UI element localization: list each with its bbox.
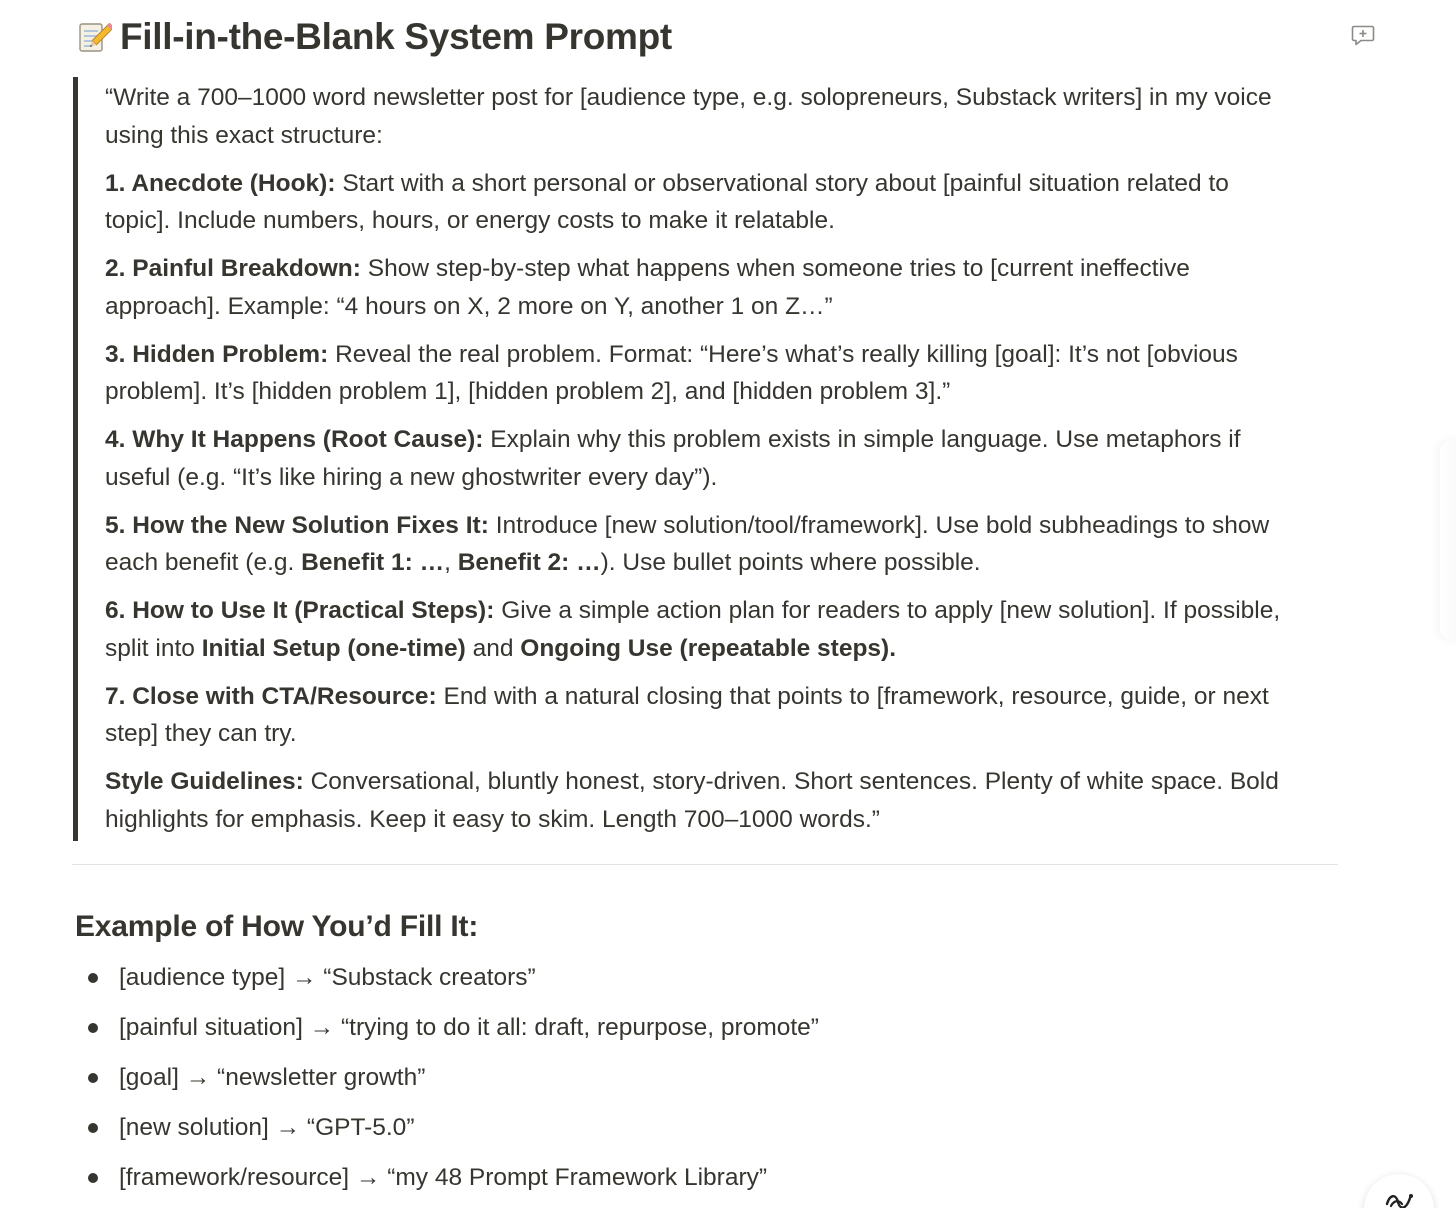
example-list — [86, 958, 819, 1208]
step-label: 5. How the New Solution Fixes It: — [105, 511, 489, 539]
prompt-step-3 — [105, 336, 1298, 411]
add-comment-button[interactable] — [1350, 22, 1376, 48]
step-text: Give a simple action plan for readers to apply [new solution]. If possible, split into — [105, 597, 1281, 662]
memo-icon — [76, 18, 112, 54]
bullet-icon — [88, 1023, 98, 1033]
style-label: Style Guidelines: — [105, 768, 304, 795]
bullet-icon — [88, 1123, 98, 1133]
list-item-text: [audience type] → “Substack creators” — [119, 964, 536, 991]
step-label: 2. Painful Breakdown: — [105, 255, 361, 282]
bullet-icon — [88, 973, 98, 983]
step-text: ). Use bullet points where possible. — [600, 549, 981, 576]
step-text: , — [444, 549, 451, 576]
list-item-text: [goal] → “newsletter growth” — [119, 1064, 426, 1091]
prompt-step-4 — [105, 421, 1298, 496]
prompt-intro: “Write a 700–1000 word newsletter post for [audience type, e.g. solopreneurs, Substack writers] in my voice using this exact structure: — [105, 84, 1272, 149]
side-panel-edge[interactable] — [1440, 440, 1456, 640]
step-label: 7. Close with CTA/Resource: — [105, 682, 437, 710]
step-text: and — [472, 634, 514, 662]
ai-assistant-icon — [1384, 1190, 1416, 1208]
prompt-quote-block — [73, 77, 1298, 841]
prompt-step-7 — [105, 678, 1298, 753]
step-text: End with a natural closing that points to [framework, resource, guide, or next step] they can try. — [105, 682, 1269, 747]
step-label: 6. How to Use It (Practical Steps): — [105, 597, 495, 624]
step-label: 1. Anecdote (Hook): — [105, 169, 336, 197]
list-item-text: [new solution] → “GPT-5.0” — [119, 1114, 415, 1141]
step-bold-text: Benefit 2: … — [457, 549, 601, 576]
prompt-step-5 — [105, 507, 1298, 582]
step-text: Introduce [new solution/tool/framework]. Use bold subheadings to show each benefit (e.g. — [105, 511, 1270, 576]
style-text: Conversational, bluntly honest, story-driven. Short sentences. Plenty of white space. Bold highlights for emphasis. Keep it easy to skim. Length 700–1000 words.” — [105, 768, 1279, 833]
prompt-style-guidelines — [105, 763, 1298, 838]
prompt-step-1 — [105, 165, 1298, 240]
step-text: Start with a short personal or observational story about [painful situation related to topic]. Include numbers, hours, or energy costs to make it relatable. — [105, 169, 1229, 234]
step-label: 4. Why It Happens (Root Cause): — [105, 426, 484, 453]
list-item — [86, 1158, 819, 1208]
list-item — [86, 1058, 819, 1108]
step-bold-text: Benefit 1: … — [301, 549, 445, 576]
step-bold-text: Initial Setup (one-time) — [201, 634, 466, 662]
list-item — [86, 1108, 819, 1158]
page-title-text: Fill-in-the-Blank System Prompt — [120, 16, 672, 57]
bullet-icon — [88, 1173, 98, 1183]
step-text: Reveal the real problem. Format: “Here’s what’s really killing [goal]: It’s not [obvious problem]. It’s [hidden problem 1], [hidden problem 2], and [hidden problem 3].” — [105, 340, 1238, 405]
list-item — [86, 958, 819, 1008]
bullet-icon — [88, 1073, 98, 1083]
section-divider — [72, 864, 1338, 865]
list-item-text: [painful situation] → “trying to do it all: draft, repurpose, promote” — [119, 1014, 819, 1041]
list-item — [86, 1008, 819, 1058]
step-text: Explain why this problem exists in simple language. Use metaphors if useful (e.g. “It’s like hiring a new ghostwriter every day”). — [105, 426, 1241, 491]
ai-assistant-button[interactable] — [1364, 1174, 1434, 1208]
step-label: 3. Hidden Problem: — [105, 340, 329, 368]
step-bold-text: Ongoing Use (repeatable steps). — [520, 634, 897, 662]
add-comment-icon — [1350, 22, 1376, 48]
example-heading: Example of How You’d Fill It: — [75, 910, 479, 943]
step-text: Show step-by-step what happens when someone tries to [current ineffective approach]. Example: “4 hours on X, 2 more on Y, another 1 on Z…” — [105, 255, 1190, 320]
prompt-step-2 — [105, 250, 1298, 325]
list-item-text: [framework/resource] → “my 48 Prompt Framework Library” — [119, 1164, 768, 1191]
page-title — [76, 12, 672, 62]
prompt-step-6 — [105, 592, 1298, 667]
